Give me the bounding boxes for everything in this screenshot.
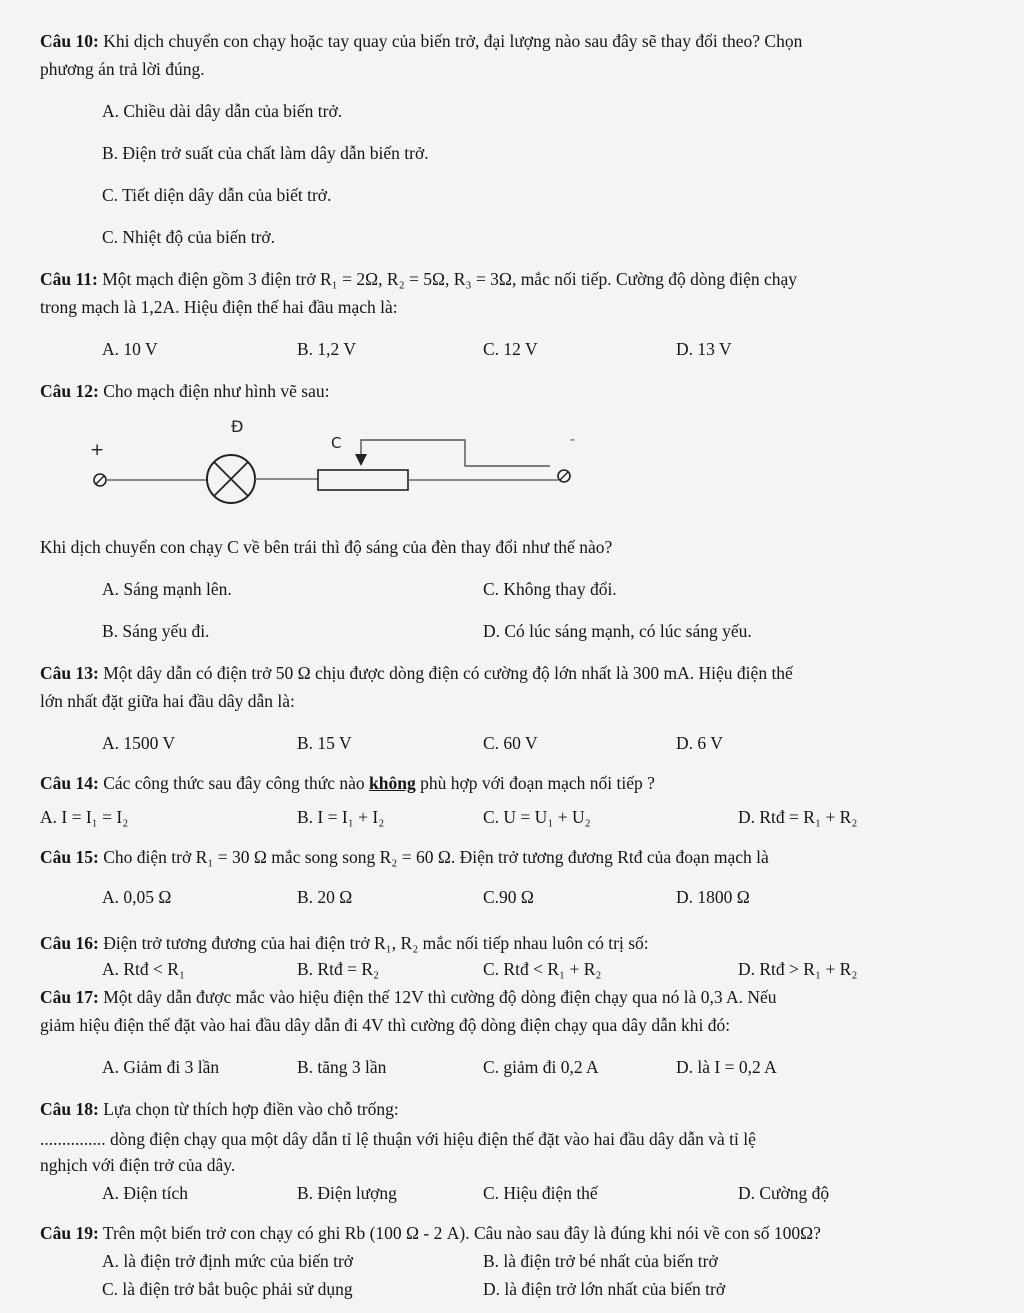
option-b: B. 20 Ω xyxy=(297,887,353,907)
question-text-cont: giảm hiệu điện thế đặt vào hai đầu dây dẫn đi 4V thì cường độ dòng điện chạy qua dây dẫn khi đó: xyxy=(40,1015,731,1035)
option-b: B. 1,2 V xyxy=(297,339,356,359)
positive-terminal-label: + xyxy=(90,440,105,460)
option-b: B. Điện trở suất của chất làm dây dẫn biến trở. xyxy=(102,143,429,163)
question-text: Cho điện trở R₁ = 30 Ω mắc song song R₂ = 60 Ω. Điện trở tương đương Rtđ của đoạn mạch là xyxy=(103,847,769,867)
negative-terminal-label: - xyxy=(570,432,576,448)
question-text-cont: phương án trả lời đúng. xyxy=(40,59,205,79)
option-d: D. 6 V xyxy=(676,733,723,753)
question-16 xyxy=(40,932,649,954)
option-a: A. Điện tích xyxy=(102,1183,189,1203)
option-c: C. 12 V xyxy=(483,339,538,359)
question-text: phù hợp với đoạn mạch nối tiếp ? xyxy=(420,773,655,793)
circuit-diagram xyxy=(80,410,600,510)
question-text: Một mạch điện gồm 3 điện trở R₁ = 2Ω, R₂ = 5Ω, R₃ = 3Ω, mắc nối tiếp. Cường độ dòng điện chạy xyxy=(102,269,798,289)
option-d: D. Có lúc sáng mạnh, có lúc sáng yếu. xyxy=(483,621,752,641)
fill-blank-line-cont: nghịch với điện trở của dây. xyxy=(40,1155,236,1175)
option-b: B. là điện trở bé nhất của biến trở xyxy=(483,1251,718,1271)
question-number: Câu 11: xyxy=(40,269,98,289)
question-13 xyxy=(40,662,793,684)
slider-label: C xyxy=(331,434,342,452)
rheostat-icon xyxy=(318,470,408,490)
option-d: C. Nhiệt độ của biến trở. xyxy=(102,227,276,247)
question-text: Khi dịch chuyển con chạy C về bên trái thì độ sáng của đèn thay đổi như thế nào? xyxy=(40,537,613,557)
question-number: Câu 10: xyxy=(40,31,99,51)
option-a: A. I = I₁ = I₂ xyxy=(40,807,129,827)
question-text: Trên một biến trở con chạy có ghi Rb (100 Ω - 2 A). Câu nào sau đây là đúng khi nói về con số 100Ω? xyxy=(102,1223,821,1243)
option-d: D. 1800 Ω xyxy=(676,887,750,907)
question-number: Câu 19: xyxy=(40,1223,99,1243)
question-19 xyxy=(40,1222,821,1244)
slider-arrow-icon xyxy=(355,454,367,466)
question-number: Câu 12: xyxy=(40,381,99,401)
option-d: D. là I = 0,2 A xyxy=(676,1057,777,1077)
option-c: C. Hiệu điện thế xyxy=(483,1183,598,1203)
option-d: D. Rtđ > R₁ + R₂ xyxy=(738,959,858,979)
question-15 xyxy=(40,846,769,868)
option-d: D. Cường độ xyxy=(738,1183,830,1203)
option-a: A. Chiều dài dây dẫn của biến trở. xyxy=(102,101,343,121)
option-c: C. là điện trở bắt buộc phải sử dụng xyxy=(102,1279,353,1299)
question-text: Lựa chọn từ thích hợp điền vào chỗ trống: xyxy=(103,1099,399,1119)
question-18 xyxy=(40,1098,399,1120)
question-number: Câu 18: xyxy=(40,1099,99,1119)
option-b: B. Sáng yếu đi. xyxy=(102,621,210,641)
option-b: B. I = I₁ + I₂ xyxy=(297,807,385,827)
option-c: C. Tiết diện dây dẫn của biết trở. xyxy=(102,185,332,205)
lamp-label: Đ xyxy=(231,417,244,436)
option-a: A. là điện trở định mức của biến trở xyxy=(102,1251,354,1271)
option-b: B. 15 V xyxy=(297,733,352,753)
slider-wire xyxy=(361,440,550,466)
question-text-cont: trong mạch là 1,2A. Hiệu điện thế hai đầu mạch là: xyxy=(40,297,398,317)
question-12 xyxy=(40,380,329,402)
option-b: B. Rtđ = R₂ xyxy=(297,959,380,979)
option-c: C.90 Ω xyxy=(483,887,534,907)
question-11 xyxy=(40,268,797,290)
question-number: Câu 16: xyxy=(40,933,99,953)
question-text: Cho mạch điện như hình vẽ sau: xyxy=(103,381,330,401)
question-number: Câu 15: xyxy=(40,847,99,867)
option-a: A. Rtđ < R₁ xyxy=(102,959,186,979)
option-d: D. là điện trở lớn nhất của biến trở xyxy=(483,1279,726,1299)
question-text: Một dây dẫn được mắc vào hiệu điện thế 12V thì cường độ dòng điện chạy qua nó là 0,3 A. Nếu xyxy=(103,987,777,1007)
question-10 xyxy=(40,30,802,52)
option-b: B. tăng 3 lần xyxy=(297,1057,387,1077)
option-a: A. 10 V xyxy=(102,339,158,359)
question-text: Một dây dẫn có điện trở 50 Ω chịu được dòng điện có cường độ lớn nhất là 300 mA. Hiệu điện thế xyxy=(103,663,793,683)
option-c: C. Không thay đổi. xyxy=(483,579,617,599)
option-c: C. 60 V xyxy=(483,733,538,753)
fill-blank-line: ............... dòng điện chạy qua một dây dẫn tỉ lệ thuận với hiệu điện thế đặt vào hai đầu dây dẫn và tỉ lệ xyxy=(40,1129,756,1149)
option-d: D. 13 V xyxy=(676,339,732,359)
question-text: Khi dịch chuyển con chạy hoặc tay quay của biến trở, đại lượng nào sau đây sẽ thay đổi theo? Chọn xyxy=(103,31,803,51)
option-d: D. Rtđ = R₁ + R₂ xyxy=(738,807,858,827)
question-text-cont: lớn nhất đặt giữa hai đầu dây dẫn là: xyxy=(40,691,295,711)
option-c: C. U = U₁ + U₂ xyxy=(483,807,591,827)
option-a: A. 0,05 Ω xyxy=(102,887,172,907)
question-number: Câu 13: xyxy=(40,663,99,683)
question-number: Câu 14: xyxy=(40,773,99,793)
option-a: A. Giảm đi 3 lần xyxy=(102,1057,220,1077)
question-14 xyxy=(40,772,655,794)
emphasis-not: không xyxy=(369,773,416,793)
option-a: A. Sáng mạnh lên. xyxy=(102,579,232,599)
question-text: Các công thức sau đây công thức nào xyxy=(103,773,365,793)
option-a: A. 1500 V xyxy=(102,733,176,753)
option-b: B. Điện lượng xyxy=(297,1183,397,1203)
option-c: C. giảm đi 0,2 A xyxy=(483,1057,599,1077)
option-c: C. Rtđ < R₁ + R₂ xyxy=(483,959,602,979)
question-17 xyxy=(40,986,777,1008)
question-number: Câu 17: xyxy=(40,987,99,1007)
question-text: Điện trở tương đương của hai điện trở R₁, R₂ mắc nối tiếp nhau luôn có trị số: xyxy=(103,933,649,953)
